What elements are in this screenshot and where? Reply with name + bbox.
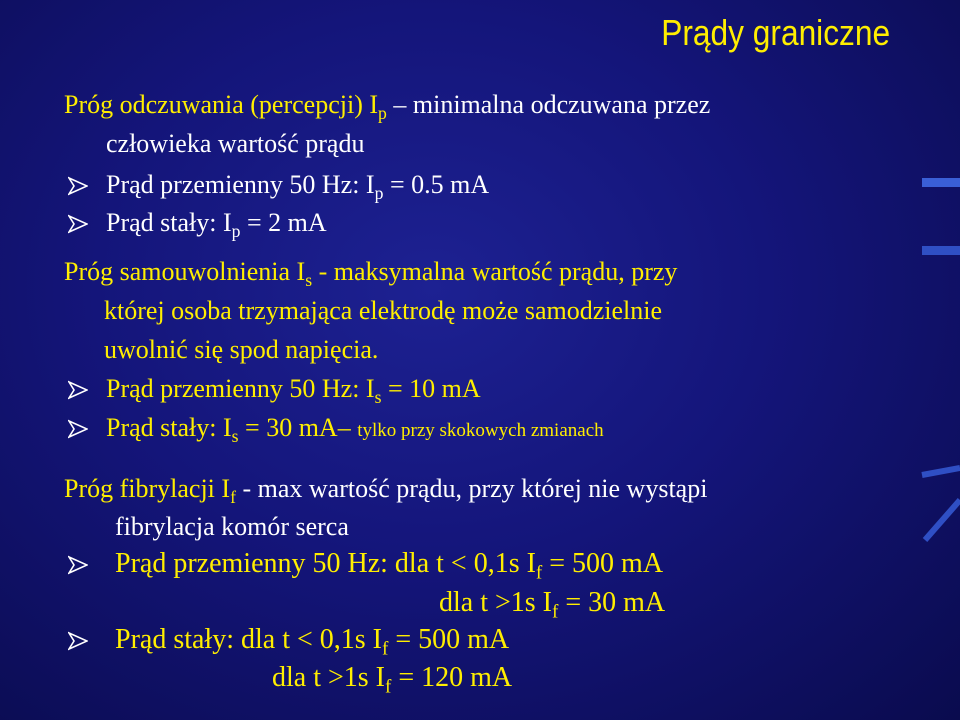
bullet-let-go-dc: Prąd stały: $I_s = 30$ mA– tylko przy skokowych zmianach	[68, 415, 604, 441]
bullet-perception-dc: Prąd stały: $I_p = 2$ mA	[68, 210, 327, 236]
heading-let-go: Próg samouwolnienia $I_s$ - maksymalna wartość prądu, przy	[64, 257, 678, 291]
fibrillation-ac-long: dla t >1s $I_f = 30$ mA	[439, 587, 666, 623]
dc-note: tylko przy skokowych zmianach	[357, 420, 604, 441]
bullet-let-go-ac: Prąd przemienny 50 Hz: $I_s = 10$ mA	[68, 376, 481, 402]
arrow-bullet-icon	[68, 376, 90, 400]
fibrillation-dc-long: dla t >1s $I_f = 120$ mA	[272, 662, 513, 698]
let-go-continuation-2: uwolnić się spod napięcia.	[104, 335, 379, 364]
arrow-bullet-icon	[68, 172, 90, 196]
bullet-perception-ac: Prąd przemienny 50 Hz: $I_p = 0.5$ mA	[68, 172, 489, 198]
arrow-bullet-icon	[68, 415, 90, 439]
arrow-bullet-icon	[68, 626, 90, 651]
fibrillation-continuation: fibrylacja komór serca	[115, 512, 349, 541]
bullet-fibrillation-ac: Prąd przemienny 50 Hz: dla t < 0,1s $I_f = 500$ mA	[68, 550, 663, 578]
heading-perception: Próg odczuwania (percepcji) $I_p$ – minimalna odczuwana przez	[64, 90, 711, 124]
let-go-continuation-1: której osoba trzymająca elektrodę może samodzielnie	[104, 296, 663, 325]
perception-continuation: człowieka wartość prądu	[106, 129, 365, 158]
slide-title: Prądy graniczne	[661, 12, 890, 53]
arrow-bullet-icon	[68, 210, 90, 234]
bullet-fibrillation-dc: Prąd stały: dla t < 0,1s $I_f = 500$ mA	[68, 626, 509, 654]
heading-fibrillation: Próg fibrylacji $I_f$ - max wartość prądu, przy której nie wystąpi	[64, 474, 708, 508]
arrow-bullet-icon	[68, 550, 90, 575]
